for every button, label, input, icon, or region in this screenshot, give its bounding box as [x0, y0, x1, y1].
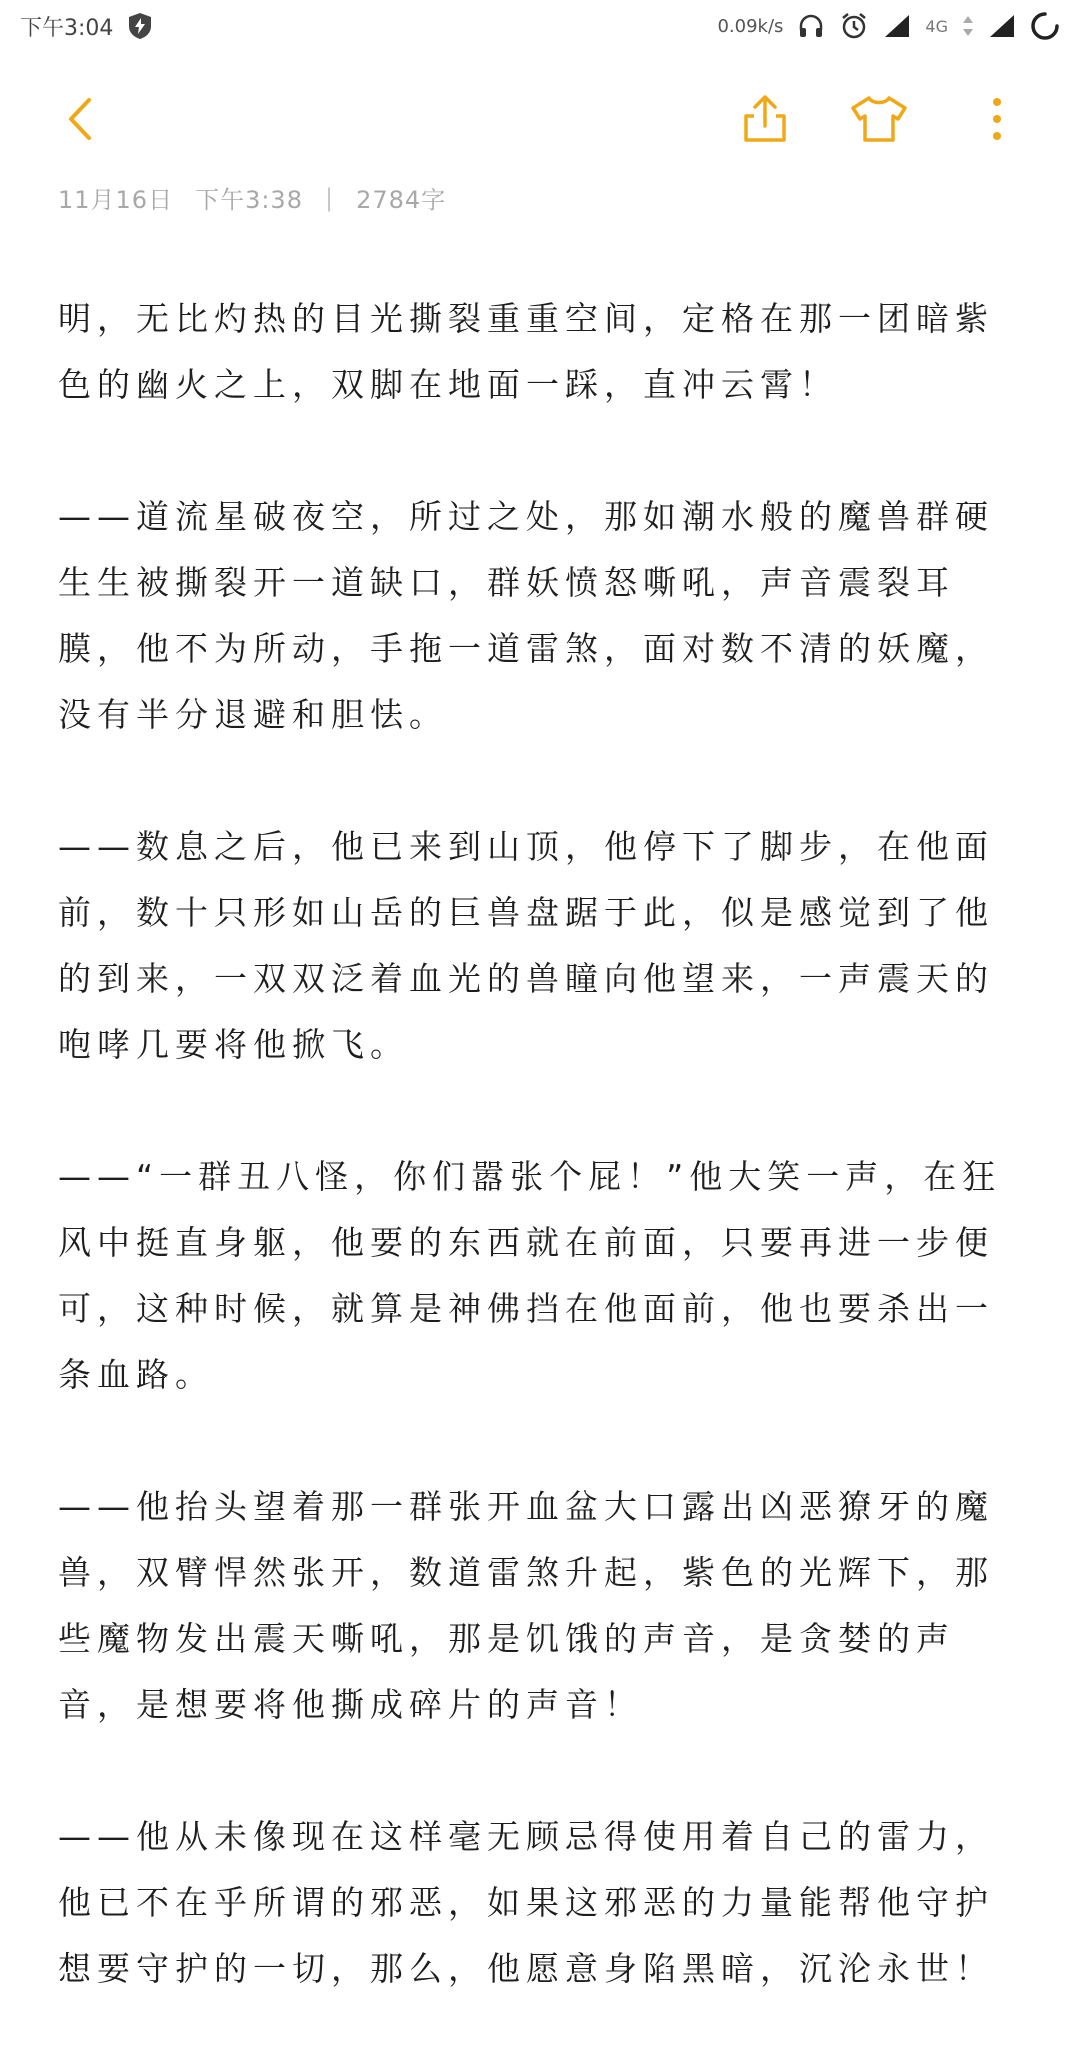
toolbar: [0, 78, 1080, 160]
chevron-left-icon: [61, 94, 101, 144]
note-time: 下午3:38: [195, 186, 303, 214]
headphone-icon: [797, 12, 825, 40]
bolt-shield-icon: [127, 12, 153, 40]
back-button[interactable]: [40, 78, 122, 160]
paragraph: ——数息之后，他已来到山顶，他停下了脚步，在他面前，数十只形如山岳的巨兽盘踞于此，似是感觉到了他的到来，一双双泛着血光的兽瞳向他望来，一声震天的咆哮几要将他掀飞。: [58, 827, 994, 1064]
status-right: [717, 11, 1060, 41]
more-button[interactable]: [956, 78, 1038, 160]
note-meta: [58, 180, 446, 215]
net-speed: 0.09k/s: [717, 15, 784, 37]
share-icon: [740, 94, 790, 144]
note-content[interactable]: [58, 286, 1018, 2068]
note-date: 11月16日: [58, 186, 174, 214]
paragraph: ——“一群丑八怪，你们嚣张个屁！”他大笑一声，在狂风中挺直身躯，他要的东西就在前面，只要再进一步便可，这种时候，就算是神佛挡在他面前，他也要杀出一条血路。: [58, 1157, 1002, 1394]
status-left: [20, 11, 153, 42]
alarm-icon: [839, 11, 869, 41]
paragraph: ——道流星破夜空，所过之处，那如潮水般的魔兽群硬生生被撕裂开一道缺口，群妖愤怒嘶吼，声音震裂耳膜，他不为所动，手拖一道雷煞，面对数不清的妖魔，没有半分退避和胆怯。: [58, 497, 994, 734]
network-type: 4G: [925, 16, 948, 36]
signal-icon: [883, 13, 911, 39]
paragraph: 明，无比灼热的目光撕裂重重空间，定格在那一团暗紫色的幽火之上，双脚在地面一踩，直冲云霄！: [58, 299, 994, 404]
status-time: 下午3:04: [20, 15, 114, 41]
theme-button[interactable]: [838, 78, 920, 160]
meta-separator: |: [324, 183, 335, 212]
data-arrows-icon: [962, 14, 974, 38]
share-button[interactable]: [724, 78, 806, 160]
loading-icon: [1030, 11, 1060, 41]
status-bar: [0, 0, 1080, 52]
paragraph: ——他从未像现在这样毫无顾忌得使用着自己的雷力，他已不在乎所谓的邪恶，如果这邪恶的力量能帮他守护想要守护的一切，那么，他愿意身陷黑暗，沉沦永世！: [58, 1817, 994, 1988]
tshirt-icon: [849, 94, 909, 144]
paragraph: ——他抬头望着那一群张开血盆大口露出凶恶獠牙的魔兽，双臂悍然张开，数道雷煞升起，紫色的光辉下，那些魔物发出震天嘶吼，那是饥饿的声音，是贪婪的声音，是想要将他撕成碎片的声音！: [58, 1487, 994, 1724]
more-vertical-icon: [987, 94, 1007, 144]
word-count: 2784字: [356, 186, 447, 214]
signal-icon-2: [988, 13, 1016, 39]
